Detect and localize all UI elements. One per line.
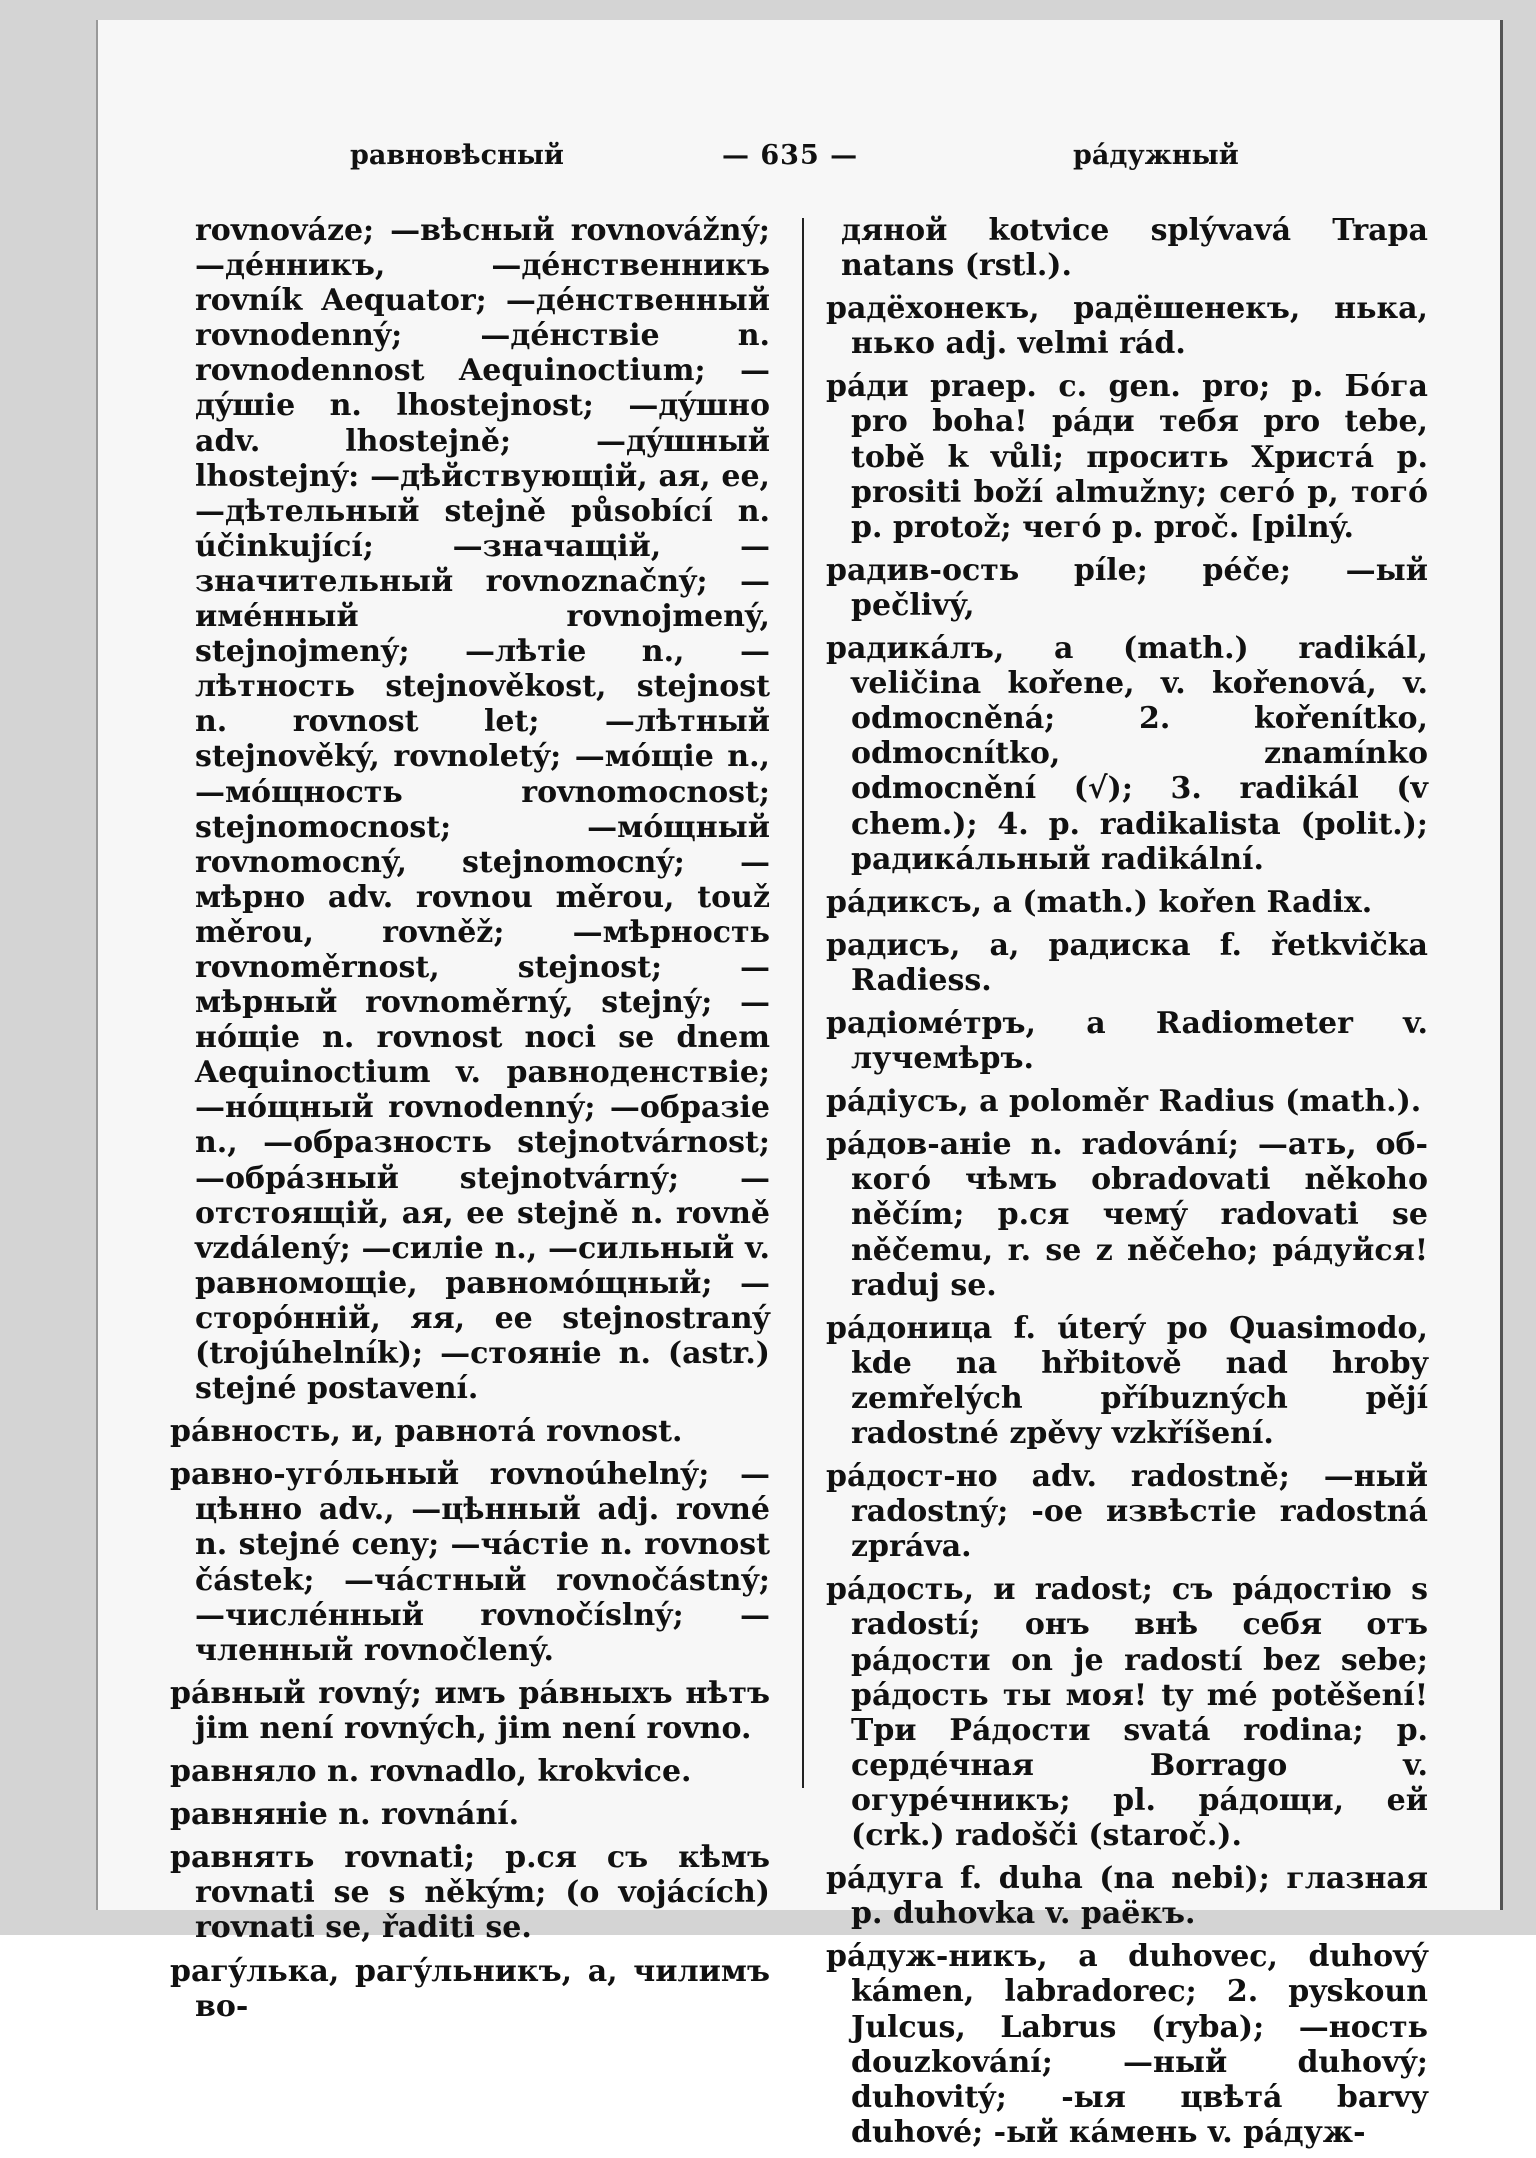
- dictionary-entry: рагýлька, рагýльникъ, а, чилимъ во-: [170, 1953, 770, 2024]
- dictionary-entry: рáдуга f. duha (na nebi); глазная р. duhovka v. раёкъ.: [826, 1861, 1428, 1932]
- dictionary-entry: равнянie n. rovnání.: [170, 1797, 520, 1833]
- dictionary-entry: рáдіусъ, а poloměr Radius (math.).: [826, 1084, 1422, 1120]
- dictionary-entry: рáди praep. c. gen. pro; р. Бóга pro boha! рáди тебя pro tebe, tobě k vůli; просить Христá р. prositi boží almužny; сегó р, тогó р. protož; чегó р. proč. [pilný.: [826, 369, 1428, 545]
- dictionary-entry: рáвный rovný; имъ рáвныхъ нѣтъ jim není rovných, jim není rovno.: [170, 1675, 770, 1746]
- dictionary-entry: рáдоница f. úterý po Quasimodo, kde na hřbitově nad hroby zemřelých příbuzných pějí radostné zpěvy vzkříšení.: [826, 1310, 1428, 1451]
- page-right-edge: [1500, 20, 1503, 1910]
- dictionary-entry: рáдуж-никъ, а duhovec, duhový kámen, labradorec; 2. pyskoun Julcus, Labrus (ryba); —ность douzkování; —ный duhový; duhovitý; -ыя цвѣтá barvy duhové; -ый кáмень v. рáдуж-: [826, 1939, 1428, 2150]
- dictionary-entry: радіомéтръ, а Radiometer v. лучемѣръ.: [826, 1005, 1428, 1077]
- dictionary-entry: равно-угóльный rovnoúhelný; —цѣнно adv., —цѣнный adj. rovné n. stejné ceny; —чáстіе n. rovnost částek; —чáстный rovnočástný; —числéнный rovnočíslný; —членный rovnočlený.: [170, 1457, 770, 1668]
- dictionary-entry: равнять rovnati; р.ся съ кѣмъ rovnati se s někým; (o vojácích) rovnati se, řaditi se.: [170, 1840, 770, 1946]
- dictionary-entry: рáдиксъ, а (math.) kořen Radix.: [826, 884, 1373, 920]
- dictionary-entry: радив-ость píle; péče; —ый pečlivý,: [826, 552, 1428, 623]
- left-column: [170, 213, 770, 2032]
- dictionary-entry: рáдов-аніе n. radování; —ать, об- когó чѣмъ obradovati někoho něčím; р.ся чемý radovati se něčemu, r. se z něčeho; рáдуйся! raduj se.: [826, 1127, 1428, 1303]
- dictionary-entry: радикáлъ, а (math.) radikál, veličina kořene, v. kořenová, v. odmocněná; 2. kořenítko, odmocnítko, znamínko odmocnění (√); 3. radikál (v chem.); 4. р. radikalista (polit.); радикáльный radikální.: [826, 631, 1428, 877]
- page-number: — 635 —: [722, 140, 859, 171]
- right-column: [826, 213, 1428, 2158]
- dictionary-entry: радисъ, а, радиска f. řetkvička Radiess.: [826, 927, 1428, 998]
- dictionary-entry: равнялo n. rovnadlo, krokvice.: [170, 1754, 692, 1790]
- dictionary-entry: радёхонекъ, радёшенекъ, нька, нько adj. velmi rád.: [826, 291, 1428, 362]
- dictionary-entry: рáдост-но adv. radostně; —ный radostný; -ое извѣстіе radostná zpráva.: [826, 1459, 1428, 1565]
- column-divider: [802, 218, 804, 1788]
- running-head-right: рáдужный: [1073, 140, 1239, 171]
- dictionary-entry: дяной kotvice splývavá Trapa natans (rstl.).: [841, 213, 1428, 284]
- page-left-edge: [96, 20, 98, 1910]
- running-head-left: равновѣсный: [350, 140, 564, 171]
- dictionary-entry: рáвность, и, равнотá rovnost.: [170, 1414, 683, 1450]
- dictionary-entry: rovnováze; —вѣсный rovnovážný; —дéнникъ, —дéнственникъ rovník Aequator; —дéнственный rovnodenný; —дéнствіе n. rovnodennost Aequinoctium; —дýшіе n. lhostejnost; —дýшно adv. lhostejně; —дýшный lhostejný: —дѣйствующій, ая, ее, —дѣтельный stejně působící n. účinkující; —значащій, —значительный rovnoznačný; —имéнный rovnojmený, stejnojmený; —лѣтіе n., —лѣтность stejnověkost, stejnost n. rovnost let; —лѣтный stejnověký, rovnoletý; —мóщіе n., —мóщность rovnomocnost; stejnomocnost; —мóщный rovnomocný, stejnomocný; —мѣрно adv. rovnou měrou, touž měrou, rovněž; —мѣрность rovnoměrnost, stejnost; —мѣрный rovnoměrný, stejný; —нóщіе n. rovnost noci se dnem Aequinoctium v. равноденствіе; —нóщный rovnodenný; —образіе n., —образность stejnotvárnost; —обрáзный stejnotvárný; —отстоящій, ая, ее stejně n. rovně vzdálený; —силіе n., —сильный v. равномощіе, равномóщный; —сторóнній, яя, ее stejnostraný (trojúhelník); —стояніе n. (astr.) stejné postavení.: [195, 213, 770, 1407]
- dictionary-entry: рáдость, и radost; съ рáдостію s radostí; онъ внѣ себя отъ рáдости on je radostí bez sebe; рáдость ты моя! ty mé potěšení! Три Рáдости svatá rodina; р. сердéчная Borrago v. огурéчникъ; pl. рáдощи, ей (crk.) radošči (staroč.).: [826, 1572, 1428, 1854]
